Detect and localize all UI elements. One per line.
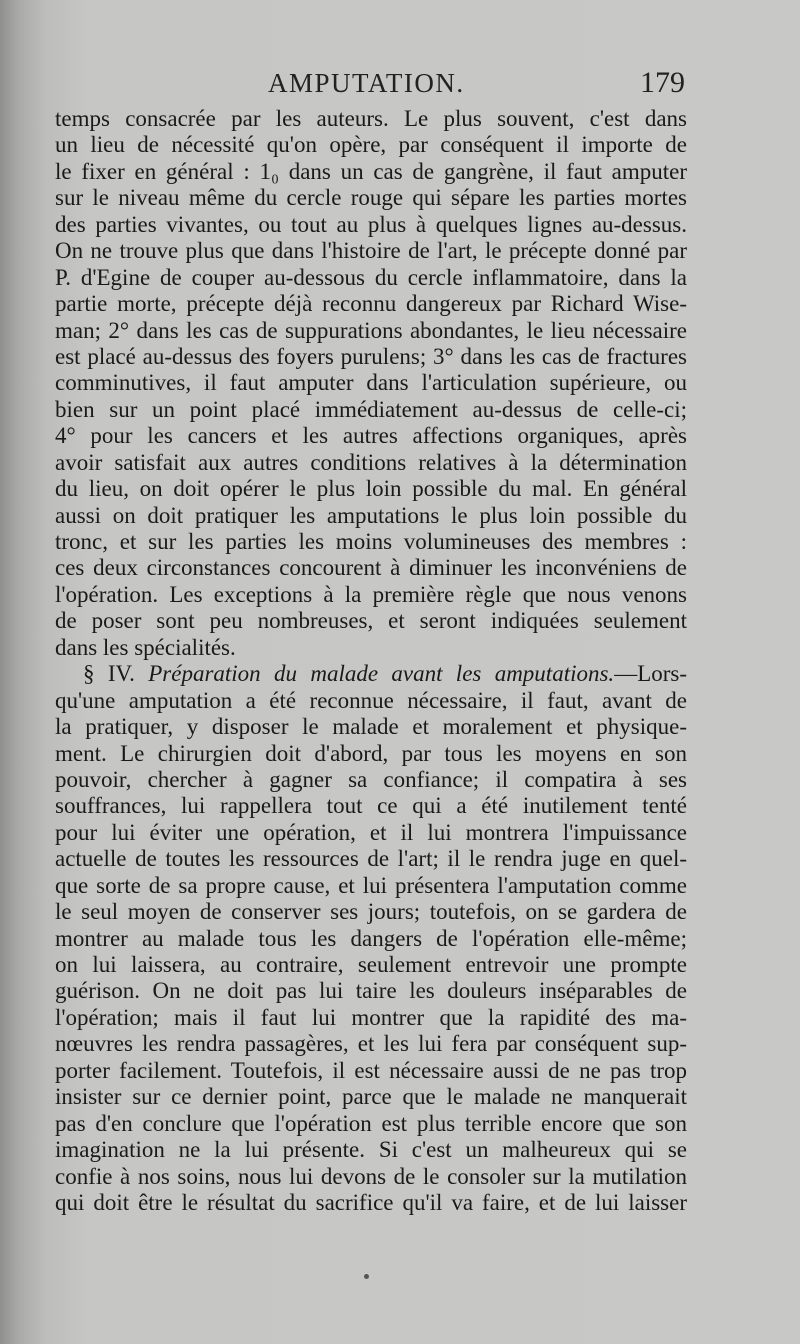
text-line: man; 2° dans les cas de suppurations abondantes, le lieu nécessaire: [55, 317, 687, 343]
page-header: [0, 64, 800, 104]
text-line: la pratiquer, y disposer le malade et moralement et physique-: [55, 714, 687, 740]
text-line: du lieu, on doit opérer le plus loin possible du mal. En général: [55, 476, 687, 502]
text-line: porter facilement. Toutefois, il est nécessaire aussi de ne pas trop: [55, 1057, 687, 1083]
text-line: qui doit être le résultat du sacrifice qu'il va faire, et de lui laisser: [55, 1189, 687, 1215]
text-line: souffrances, lui rappellera tout ce qui a été inutilement tenté: [55, 793, 687, 819]
section-first-line-rest: —Lors-: [614, 661, 688, 687]
text-line: des parties vivantes, ou tout au plus à quelques lignes au-dessus.: [55, 211, 687, 237]
text-line: un lieu de nécessité qu'on opère, par conséquent il importe de: [55, 132, 687, 158]
text-line: confie à nos soins, nous lui devons de le consoler sur la mutilation: [55, 1163, 687, 1189]
text-line: pas d'en conclure que l'opération est plus terrible encore que son: [55, 1110, 687, 1136]
text-line: comminutives, il faut amputer dans l'articulation supérieure, ou: [55, 370, 687, 396]
text-line: partie morte, précepte déjà reconnu dangereux par Richard Wise-: [55, 291, 687, 317]
text-line: tronc, et sur les parties les moins volumineuses des membres :: [55, 529, 687, 554]
text-line: l'opération; mais il faut lui montrer que la rapidité des ma-: [55, 1004, 687, 1030]
section-marker: § IV.: [83, 661, 135, 687]
text-line: le seul moyen de conserver ses jours; toutefois, on se gardera de: [55, 899, 687, 925]
text-line: dans les spécialités.: [55, 634, 236, 660]
text-line: qu'une amputation a été reconnue nécessaire, il faut, avant de: [55, 687, 687, 713]
text-line: de poser sont peu nombreuses, et seront indiquées seulement: [55, 608, 687, 634]
text-line: insister sur ce dernier point, parce que le malade ne manquerait: [55, 1084, 687, 1110]
text-line: On ne trouve plus que dans l'histoire de l'art, le précepte donné par: [55, 238, 687, 264]
text-line: temps consacrée par les auteurs. Le plus souvent, c'est dans: [55, 106, 687, 131]
section-heading-line: [55, 661, 687, 687]
text-line: on lui laissera, au contraire, seulement entrevoir une prompte: [55, 952, 687, 977]
body-text: [55, 106, 687, 1216]
text-line: 4° pour les cancers et les autres affections organiques, après: [55, 423, 687, 449]
text-line: l'opération. Les exceptions à la première règle que nous venons: [55, 581, 687, 607]
text-line: le fixer en général : 1₀ dans un cas de gangrène, il faut amputer: [55, 158, 687, 184]
text-line: montrer au malade tous les dangers de l'opération elle-même;: [55, 925, 687, 951]
text-line: aussi on doit pratiquer les amputations le plus loin possible du: [55, 502, 687, 528]
text-line: P. d'Egine de couper au-dessous du cercle inflammatoire, dans la: [55, 264, 687, 290]
ink-speck: [364, 1274, 369, 1279]
text-line: bien sur un point placé immédiatement au-dessus de celle-ci;: [55, 396, 687, 422]
text-line: guérison. On ne doit pas lui taire les douleurs inséparables de: [55, 978, 687, 1004]
text-line: ment. Le chirurgien doit d'abord, par tous les moyens en son: [55, 740, 687, 766]
section-title: Préparation du malade avant les amputations.: [148, 661, 615, 687]
text-line: imagination ne la lui présente. Si c'est un malheureux qui se: [55, 1137, 687, 1163]
text-line: ces deux circonstances concourent à diminuer les inconvéniens de: [55, 555, 687, 581]
text-line: pour lui éviter une opération, et il lui montrera l'impuissance: [55, 819, 687, 845]
running-title: AMPUTATION.: [268, 68, 465, 98]
text-line: avoir satisfait aux autres conditions relatives à la détermination: [55, 449, 687, 475]
text-line: nœuvres les rendra passagères, et les lui fera par conséquent sup-: [55, 1031, 687, 1057]
text-line: pouvoir, chercher à gagner sa confiance; il compatira à ses: [55, 766, 687, 792]
text-line: est placé au-dessus des foyers purulens; 3° dans les cas de fractures: [55, 343, 687, 369]
page-number: 179: [640, 66, 685, 99]
text-line: que sorte de sa propre cause, et lui présentera l'amputation comme: [55, 872, 687, 898]
text-line: sur le niveau même du cercle rouge qui sépare les parties mortes: [55, 185, 687, 211]
text-line: actuelle de toutes les ressources de l'art; il le rendra juge en quel-: [55, 846, 687, 872]
